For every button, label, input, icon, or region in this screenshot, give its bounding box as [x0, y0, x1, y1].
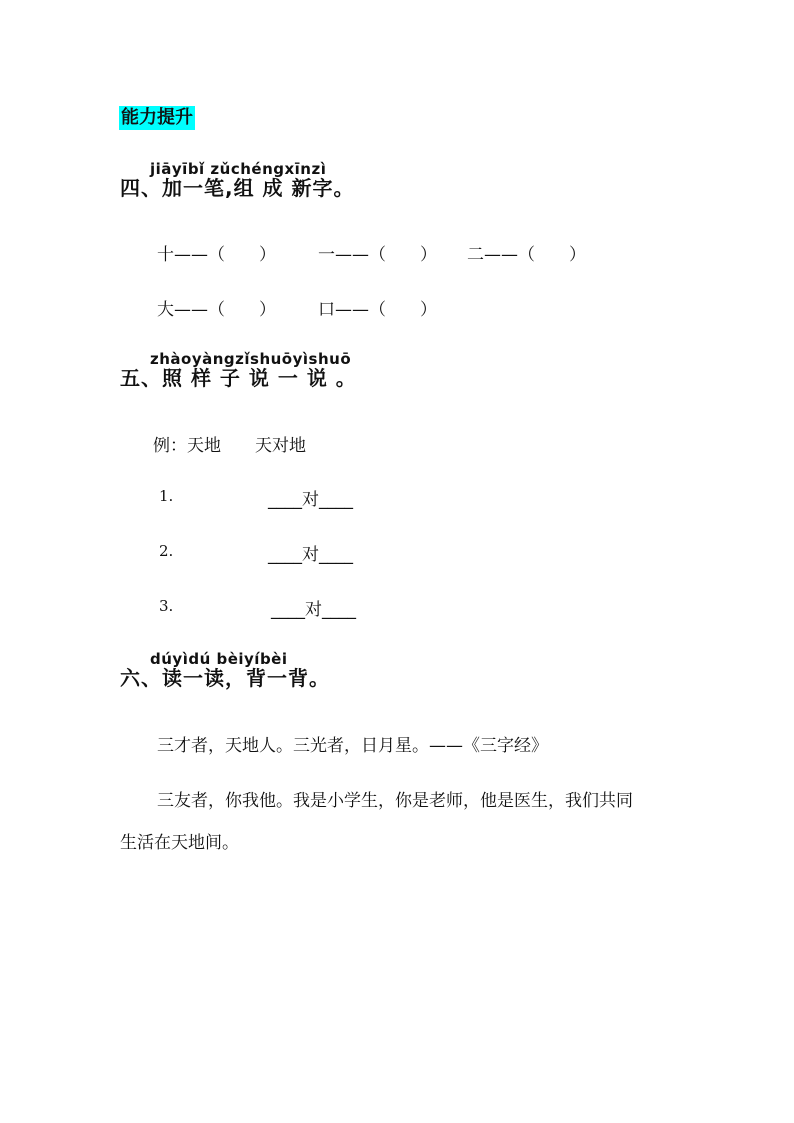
q6-line-2: 三友者，你我他。我是小学生，你是老师，他是医生，我们共同 [157, 791, 633, 811]
q5-item-blank-2: ____对____ [268, 545, 353, 565]
q4-item-4: 大——（ ） [157, 300, 276, 320]
q5-item-blank-1: ____对____ [268, 490, 353, 510]
q5-item-number-3: 3. [159, 597, 174, 615]
q5-pinyin: zhàoyàngzǐshuōyìshuō [150, 350, 352, 368]
section-badge: 能力提升 [121, 107, 193, 128]
q5-heading: 五、照 样 子 说 一 说 。 [120, 366, 357, 390]
q6-line-1: 三才者，天地人。三光者，日月星。——《三字经》 [157, 736, 548, 756]
q6-pinyin: dúyìdú bèiyíbèi [150, 650, 288, 668]
q6-line-3: 生活在天地间。 [120, 833, 239, 853]
q4-item-5: 口——（ ） [318, 300, 437, 320]
q4-item-1: 十——（ ） [157, 245, 276, 265]
q4-item-2: 一——（ ） [318, 245, 437, 265]
q5-item-blank-3: ____对____ [271, 600, 356, 620]
q4-heading: 四、加一笔,组 成 新字。 [120, 176, 355, 200]
q5-example: 例：天地 天对地 [153, 436, 306, 456]
q4-item-3: 二——（ ） [467, 245, 586, 265]
q6-heading: 六、读一读，背一背。 [120, 666, 330, 690]
q4-pinyin: jiāyībǐ zǔchéngxīnzì [150, 160, 327, 178]
q5-item-number-2: 2. [159, 542, 174, 560]
q5-item-number-1: 1. [159, 487, 174, 505]
